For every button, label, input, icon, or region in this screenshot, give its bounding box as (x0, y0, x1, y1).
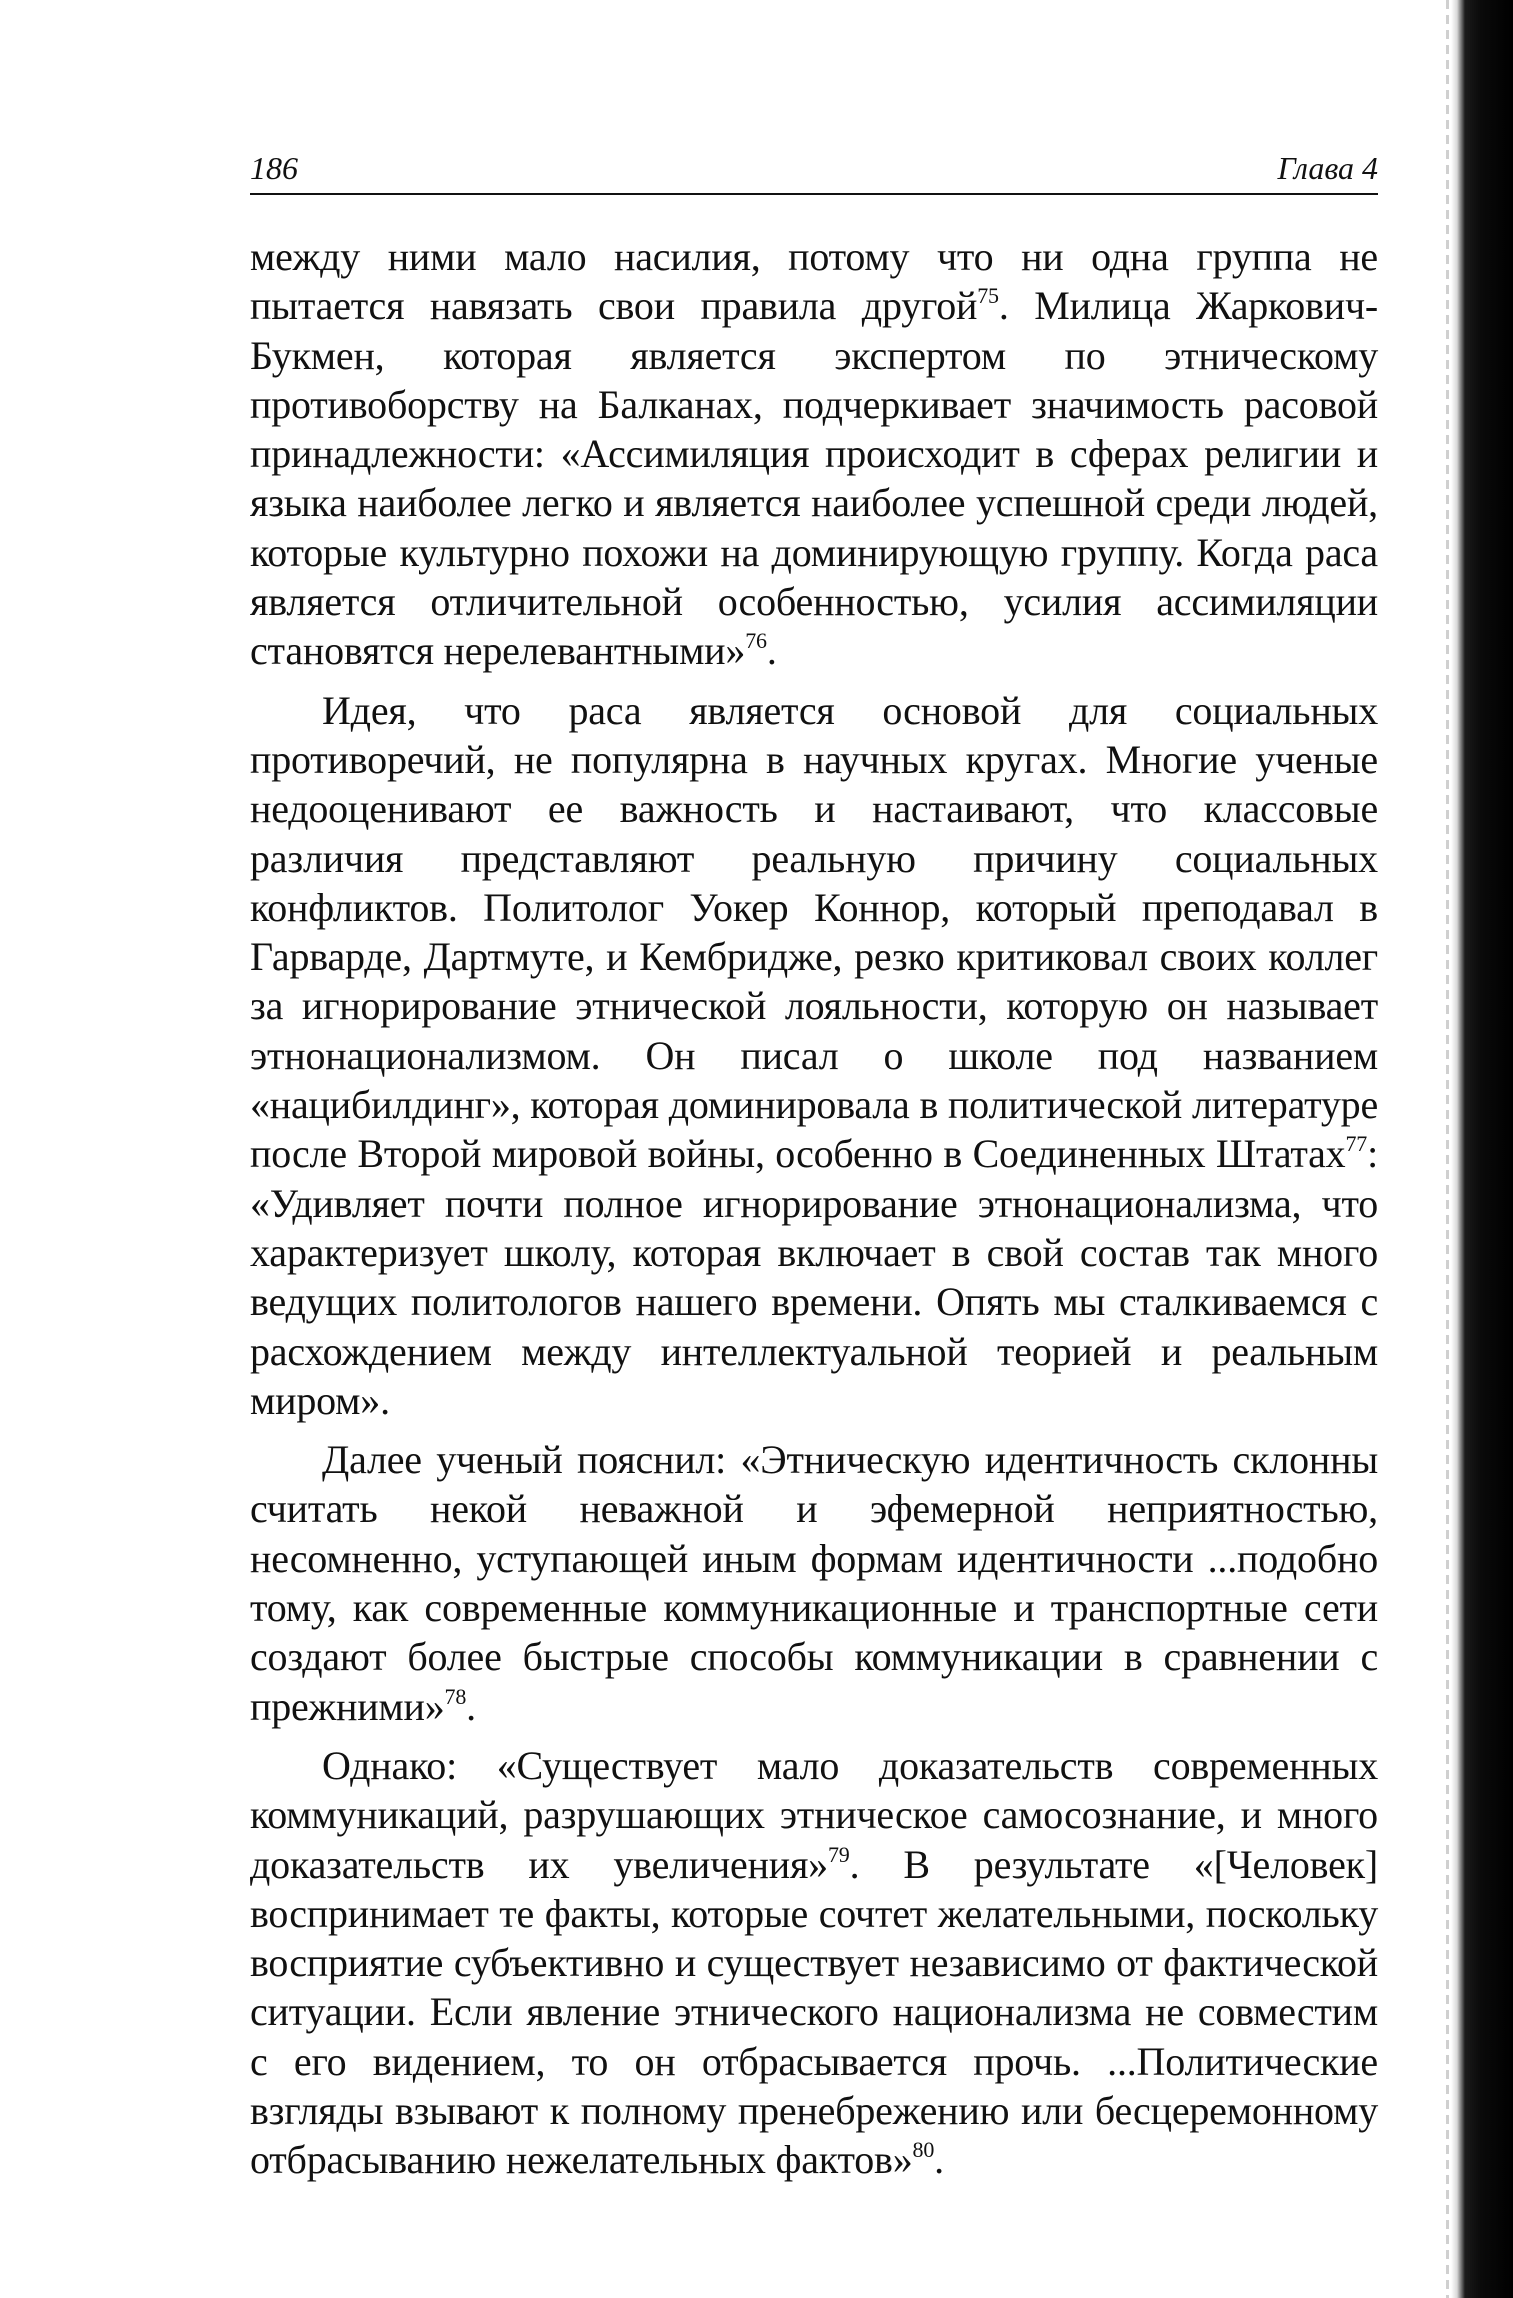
header-rule (250, 193, 1378, 195)
footnote-ref-79: 79 (828, 1841, 850, 1867)
paragraph-1 (250, 232, 1378, 676)
paragraph-4 (250, 1741, 1378, 2185)
paragraph-text: между ними мало насилия, потому что ни одна группа не пытается навязать свои правила другой (250, 234, 1378, 329)
paragraph-text: . (466, 1683, 476, 1729)
footnote-ref-76: 76 (745, 628, 767, 654)
footnote-ref-80: 80 (912, 2137, 935, 2163)
paragraph-2 (250, 686, 1378, 1425)
footnote-ref-78: 78 (444, 1683, 467, 1709)
paragraph-text: . (934, 2137, 944, 2183)
paragraph-text: Идея, что раса является основой для социальных противоречий, не популярна в научных кругах. Многие ученые недооценивают ее важность и настаивают, что классовые различия представляют реальную причину социальных конфликтов. Политолог Уокер Коннор, который преподавал в Гарварде, Дартмуте, и Кембридже, резко критиковал своих коллег за игнорирование этнической лояльности, которую он называет этнонационализмом. Он писал о школе под названием «нацибилдинг», которая доминировала в политической литературе после Второй мировой войны, особенно в Соединенных Штатах (250, 687, 1378, 1177)
body-text (250, 232, 1378, 2195)
paragraph-text: : «Удивляет почти полное игнорирование этнонационализма, что характеризует школу, которая включает в свой состав так много ведущих политологов нашего времени. Опять мы сталкиваемся с расхождением между интеллектуальной теорией и реальным миром». (250, 1131, 1378, 1423)
paragraph-text: . (766, 628, 777, 674)
paragraph-text: Далее ученый пояснил: «Этническую идентичность склонны считать некой неважной и эфемерной неприятностью, несомненно, уступающей иным формам идентичности ...подобно тому, как современные коммуникационные и транспортные сети создают более быстрые способы коммуникации в сравнении с прежними» (250, 1437, 1378, 1729)
page-edge-shadow (1446, 0, 1449, 2298)
paragraph-text: . Милица Жаркович-Букмен, которая является экспертом по этническому противоборству на Балканах, подчеркивает значимость расовой принадлежности: «Ассимиляция происходит в сферах религии и языка наиболее легко и является наиболее успешной среди людей, которые культурно похожи на доминирующую группу. Когда раса является отличительной особенностью, усилия ассимиляции становятся нерелевантными» (250, 283, 1378, 674)
paragraph-text: Однако: «Существует мало доказательств современных коммуникаций, разрушающих этническое самосознание, и много доказательств их увеличения» (250, 1742, 1378, 1887)
page-number: 186 (250, 150, 298, 186)
footnote-ref-75: 75 (977, 283, 999, 309)
paragraph-3 (250, 1435, 1378, 1731)
footnote-ref-77: 77 (1345, 1131, 1368, 1157)
running-header (250, 150, 1378, 196)
paragraph-text: . В результате «[Человек] воспринимает те факты, которые сочтет желательными, поскольку восприятие субъективно и существует независимо от фактической ситуации. Если явление этнического национализма не совместим с его видением, то он отбрасывается прочь. ...Политические взгляды взывают к полному пренебрежению или бесцеремонному отбрасыванию нежелательных фактов» (250, 1841, 1378, 2183)
chapter-title: Глава 4 (1277, 150, 1378, 186)
book-spine-shadow (1451, 0, 1513, 2298)
